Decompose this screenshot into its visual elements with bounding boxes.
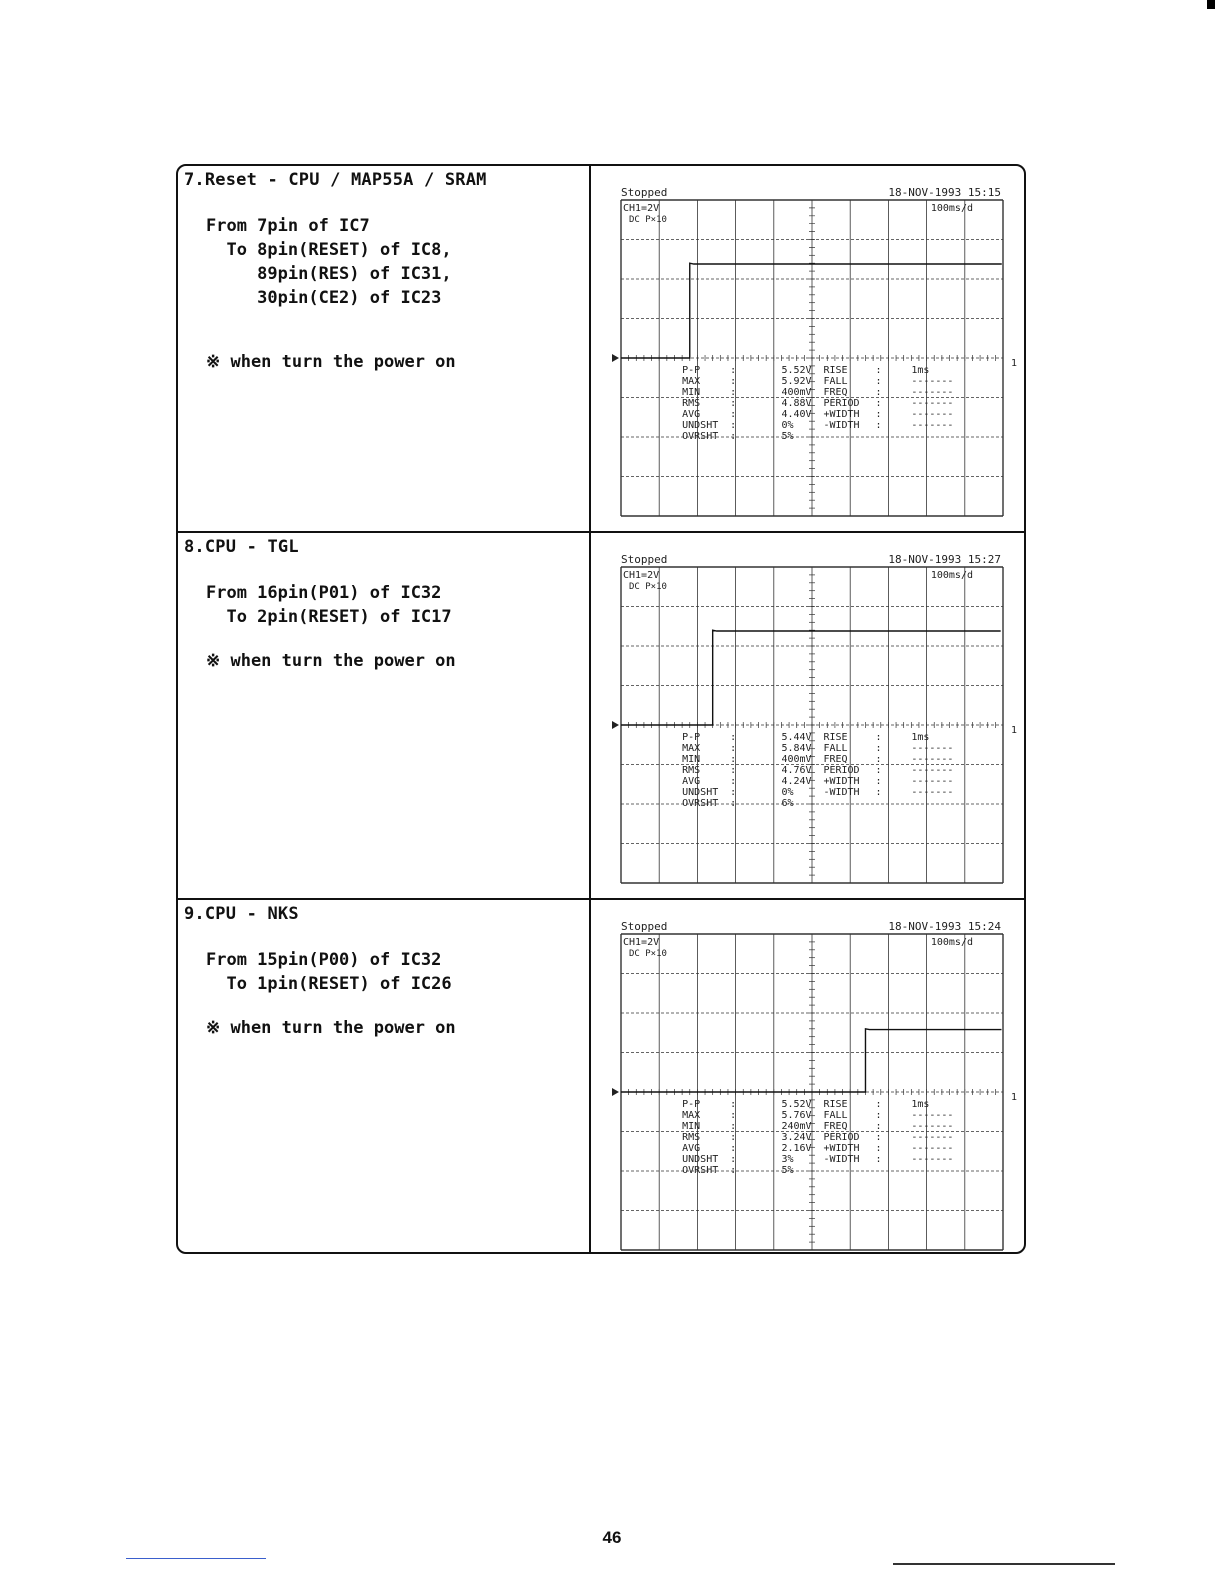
scope-timebase: 100ms/d (930, 570, 973, 581)
measurement-label: MAX (682, 1110, 701, 1121)
measurement-colon: : (730, 1143, 737, 1154)
section-row-7 (178, 166, 1024, 533)
measurement-label: MAX (682, 376, 701, 387)
timing-label: FREQ (823, 387, 848, 398)
timing-value: 1ms (911, 732, 930, 743)
timing-value: ------- (911, 1143, 954, 1154)
measurement-colon: : (730, 732, 737, 743)
measurement-colon: : (730, 365, 737, 376)
measurement-value: 400mV (781, 387, 812, 398)
timing-colon: : (875, 732, 882, 743)
measurement-colon: : (730, 754, 737, 765)
measurement-value: 4.24V (781, 776, 812, 787)
timing-label: RISE (823, 365, 848, 376)
measurement-colon: : (730, 776, 737, 787)
signal-path (206, 214, 452, 310)
scope-coupling: DC P×10 (629, 582, 667, 592)
measurement-value: 0% (781, 420, 794, 431)
timing-colon: : (875, 409, 882, 420)
scope-channel: CH1=2V (623, 203, 660, 214)
timing-value: 1ms (911, 365, 930, 376)
measurement-label: MAX (682, 743, 701, 754)
signal-path-line: 30pin(CE2) of IC23 (206, 288, 442, 308)
timing-value: ------- (911, 387, 954, 398)
timing-value: ------- (911, 409, 954, 420)
timing-label: -WIDTH (823, 420, 860, 431)
measurement-value: 4.88V (781, 398, 812, 409)
timing-label: -WIDTH (823, 787, 860, 798)
timing-value: 1ms (911, 1099, 930, 1110)
timing-value: ------- (911, 743, 954, 754)
timing-value: ------- (911, 1121, 954, 1132)
section-note: ※ when turn the power on (206, 1018, 456, 1038)
measurement-value: 5.44V (781, 732, 812, 743)
measurement-label: MIN (682, 754, 701, 765)
oscilloscope-screen (593, 900, 1024, 1252)
measurement-value: 4.76V (781, 765, 812, 776)
measurement-colon: : (730, 1121, 737, 1132)
scope-status: Stopped (621, 553, 668, 566)
measurement-value: 5.52V (781, 1099, 812, 1110)
measurement-colon: : (730, 1154, 737, 1165)
measurement-label: OVRSHT (682, 798, 719, 809)
measurement-label: RMS (682, 1132, 701, 1143)
scope-channel: CH1=2V (623, 570, 660, 581)
timing-colon: : (875, 1110, 882, 1121)
section-row-9 (178, 900, 1024, 1252)
scope-timestamp: 18-NOV-1993 15:15 (888, 186, 1001, 199)
scope-timebase: 100ms/d (930, 203, 973, 214)
waveform-table (176, 164, 1026, 1254)
scope-status: Stopped (621, 920, 668, 933)
timing-label: FALL (823, 376, 848, 387)
measurement-value: 5.92V (781, 376, 812, 387)
timing-colon: : (875, 776, 882, 787)
measurement-value: 5% (781, 1165, 794, 1176)
measurement-value: 3.24V (781, 1132, 812, 1143)
channel-marker: 1 (1011, 358, 1018, 369)
timing-label: +WIDTH (823, 1143, 860, 1154)
timing-label: PERIOD (823, 1132, 860, 1143)
timing-colon: : (875, 398, 882, 409)
section-description (178, 533, 591, 898)
measurement-label: AVG (682, 1143, 701, 1154)
timing-label: RISE (823, 1099, 848, 1110)
section-title: 8.CPU - TGL (184, 537, 299, 557)
timing-colon: : (875, 1099, 882, 1110)
measurement-colon: : (730, 1132, 737, 1143)
timing-colon: : (875, 376, 882, 387)
oscilloscope-capture (593, 533, 1024, 898)
measurement-value: 5.52V (781, 365, 812, 376)
timing-colon: : (875, 1132, 882, 1143)
measurement-label: RMS (682, 765, 701, 776)
measurement-label: RMS (682, 398, 701, 409)
ground-marker-icon (612, 721, 619, 729)
page-number: 46 (602, 1528, 622, 1547)
scope-timebase: 100ms/d (930, 937, 973, 948)
measurement-value: 6% (781, 798, 794, 809)
timing-colon: : (875, 765, 882, 776)
signal-path (206, 581, 452, 629)
timing-colon: : (875, 420, 882, 431)
timing-label: -WIDTH (823, 1154, 860, 1165)
measurement-value: 3% (781, 1154, 794, 1165)
timing-colon: : (875, 1121, 882, 1132)
measurement-colon: : (730, 1165, 737, 1176)
measurement-colon: : (730, 420, 737, 431)
measurement-label: UNDSHT (682, 420, 719, 431)
signal-path-line: 89pin(RES) of IC31, (206, 264, 452, 284)
timing-label: FALL (823, 1110, 848, 1121)
section-note: ※ when turn the power on (206, 352, 456, 372)
scope-timestamp: 18-NOV-1993 15:27 (888, 553, 1001, 566)
scope-timestamp: 18-NOV-1993 15:24 (888, 920, 1001, 933)
scope-status: Stopped (621, 186, 668, 199)
measurement-colon: : (730, 798, 737, 809)
section-description (178, 900, 591, 1252)
measurement-value: 0% (781, 787, 794, 798)
measurement-label: OVRSHT (682, 1165, 719, 1176)
measurement-value: 5.84V (781, 743, 812, 754)
measurement-colon: : (730, 1110, 737, 1121)
ground-marker-icon (612, 354, 619, 362)
timing-label: FREQ (823, 1121, 848, 1132)
section-title: 7.Reset - CPU / MAP55A / SRAM (184, 170, 487, 190)
measurement-colon: : (730, 787, 737, 798)
timing-colon: : (875, 1143, 882, 1154)
measurement-label: P-P (682, 732, 701, 743)
timing-value: ------- (911, 1132, 954, 1143)
timing-value: ------- (911, 1110, 954, 1121)
oscilloscope-screen (593, 533, 1024, 898)
timing-value: ------- (911, 754, 954, 765)
measurement-value: 2.16V (781, 1143, 812, 1154)
section-description (178, 166, 591, 531)
signal-path-line: From 16pin(P01) of IC32 (206, 583, 442, 603)
signal-path-line: To 8pin(RESET) of IC8, (206, 240, 452, 260)
timing-colon: : (875, 787, 882, 798)
footer-rule (126, 1558, 266, 1559)
oscilloscope-capture (593, 166, 1024, 531)
measurement-colon: : (730, 398, 737, 409)
measurement-label: MIN (682, 387, 701, 398)
timing-label: PERIOD (823, 765, 860, 776)
measurement-value: 4.40V (781, 409, 812, 420)
measurement-label: UNDSHT (682, 1154, 719, 1165)
timing-value: ------- (911, 420, 954, 431)
measurement-label: MIN (682, 1121, 701, 1132)
timing-value: ------- (911, 1154, 954, 1165)
measurement-value: 240mV (781, 1121, 812, 1132)
scope-channel: CH1=2V (623, 937, 660, 948)
measurement-label: P-P (682, 1099, 701, 1110)
footer-rule (893, 1563, 1115, 1565)
section-note: ※ when turn the power on (206, 651, 456, 671)
timing-colon: : (875, 743, 882, 754)
timing-label: +WIDTH (823, 776, 860, 787)
signal-path (206, 948, 452, 996)
measurement-colon: : (730, 387, 737, 398)
measurement-colon: : (730, 1099, 737, 1110)
timing-value: ------- (911, 765, 954, 776)
measurement-label: OVRSHT (682, 431, 719, 442)
signal-path-line: From 15pin(P00) of IC32 (206, 950, 442, 970)
measurement-value: 5.76V (781, 1110, 812, 1121)
measurement-colon: : (730, 409, 737, 420)
measurement-colon: : (730, 765, 737, 776)
section-row-8 (178, 533, 1024, 900)
oscilloscope-screen (593, 166, 1024, 531)
channel-marker: 1 (1011, 1092, 1018, 1103)
oscilloscope-capture (593, 900, 1024, 1252)
timing-label: FALL (823, 743, 848, 754)
measurement-label: UNDSHT (682, 787, 719, 798)
timing-label: RISE (823, 732, 848, 743)
section-title: 9.CPU - NKS (184, 904, 299, 924)
signal-path-line: From 7pin of IC7 (206, 216, 370, 236)
timing-value: ------- (911, 787, 954, 798)
measurement-colon: : (730, 431, 737, 442)
timing-label: +WIDTH (823, 409, 860, 420)
corner-mark (1207, 0, 1215, 9)
ground-marker-icon (612, 1088, 619, 1096)
measurement-colon: : (730, 376, 737, 387)
measurement-label: AVG (682, 776, 701, 787)
timing-colon: : (875, 1154, 882, 1165)
measurement-label: AVG (682, 409, 701, 420)
timing-value: ------- (911, 776, 954, 787)
scope-coupling: DC P×10 (629, 949, 667, 959)
signal-path-line: To 1pin(RESET) of IC26 (206, 974, 452, 994)
timing-label: FREQ (823, 754, 848, 765)
scope-coupling: DC P×10 (629, 215, 667, 225)
timing-value: ------- (911, 398, 954, 409)
signal-path-line: To 2pin(RESET) of IC17 (206, 607, 452, 627)
timing-value: ------- (911, 376, 954, 387)
timing-colon: : (875, 754, 882, 765)
measurement-value: 400mV (781, 754, 812, 765)
timing-colon: : (875, 387, 882, 398)
channel-marker: 1 (1011, 725, 1018, 736)
measurement-colon: : (730, 743, 737, 754)
timing-colon: : (875, 365, 882, 376)
measurement-label: P-P (682, 365, 701, 376)
timing-label: PERIOD (823, 398, 860, 409)
measurement-value: 5% (781, 431, 794, 442)
